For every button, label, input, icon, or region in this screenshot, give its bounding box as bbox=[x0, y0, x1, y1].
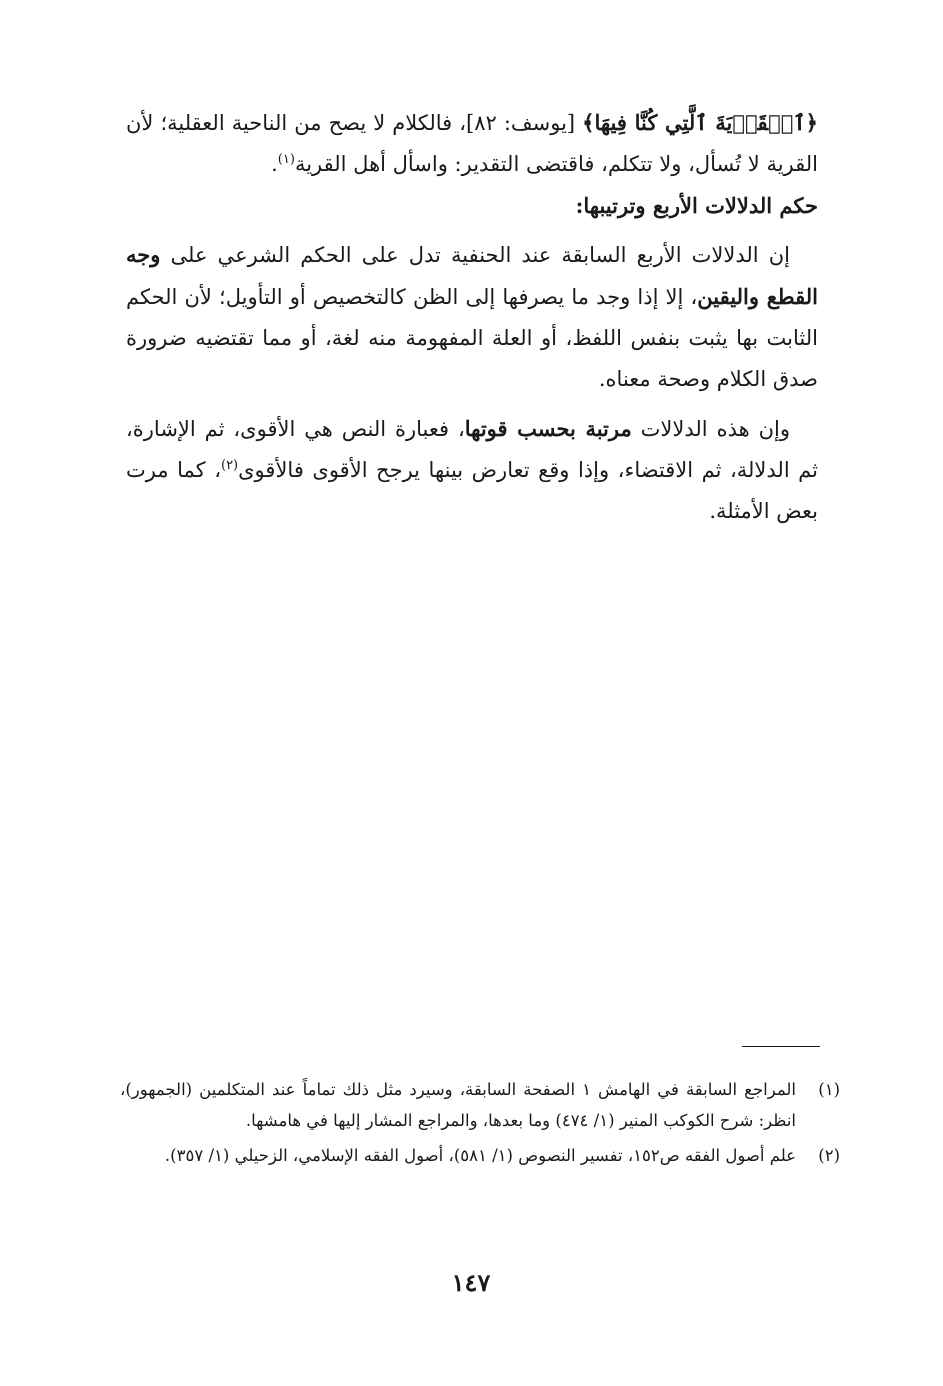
paragraph-certainty-bold: وجه القطع واليقين bbox=[126, 242, 818, 309]
paragraph-order-bold: مرتبة بحسب قوتها bbox=[464, 416, 632, 441]
paragraph-order-end: ، كما مرت بعض الأمثلة. bbox=[126, 458, 818, 523]
paragraph-order-rest: ، فعبارة النص هي الأقوى، ثم الإشارة، ثم الدلالة، ثم الاقتضاء، وإذا وقع تعارض بينها يرجح الأقوى فالأقوى bbox=[126, 417, 818, 482]
opening-text: [يوسف: ٨٢]، فالكلام لا يصح من الناحية العقلية؛ لأن القرية لا تُسأل، ولا تتكلم، فاقتضى التقدير: واسأل أهل القرية bbox=[126, 111, 818, 176]
footnote-text: المراجع السابقة في الهامش ١ الصفحة السابقة، وسيرد مثل ذلك تماماً عند المتكلمين (الجمهور)، انظر: شرح الكوكب المنير (١/ ٤٧٤) وما بعدها، والمراجع المشار إليها في هامشها. bbox=[120, 1080, 796, 1130]
opening-paragraph bbox=[126, 102, 818, 185]
paragraph-gap bbox=[126, 400, 818, 408]
paragraph-order-start: وإن هذه الدلالات bbox=[631, 417, 790, 441]
footnote-ref-2[interactable]: (٢) bbox=[220, 458, 239, 473]
paragraph-certainty bbox=[126, 234, 818, 400]
paragraph-certainty-rest: ، إلا إذا وجد ما يصرفها إلى الظن كالتخصيص أو التأويل؛ لأن الحكم الثابت بها يثبت بنفس اللفظ، أو العلة المفهومة منه لغة، أو مما تقتضيه ضرورة صدق الكلام وصحة معناه. bbox=[126, 285, 818, 391]
footnote-text: علم أصول الفقه ص١٥٢، تفسير النصوص (١/ ٥٨١)، أصول الفقه الإسلامي، الزحيلي (١/ ٣٥٧). bbox=[164, 1146, 796, 1165]
paragraph-certainty-start: إن الدلالات الأربع السابقة عند الحنفية تدل على الحكم الشرعي على bbox=[160, 243, 790, 267]
footnote-separator bbox=[742, 1046, 820, 1047]
footnote-2 bbox=[120, 1140, 840, 1171]
footnotes bbox=[120, 1074, 840, 1175]
quran-quote: ﴿ٱلۡقَرۡيَةَ ٱلَّتِي كُنَّا فِيهَا﴾ bbox=[582, 110, 818, 135]
paragraph-gap bbox=[126, 226, 818, 234]
footnote-number: (٢) bbox=[818, 1146, 840, 1165]
main-text bbox=[126, 102, 818, 532]
paragraph-order bbox=[126, 408, 818, 532]
opening-end: . bbox=[271, 152, 278, 176]
section-heading: حكم الدلالات الأربع وترتيبها: bbox=[575, 193, 818, 218]
page-number: ١٤٧ bbox=[451, 1268, 491, 1297]
footnote-ref-1[interactable]: (١) bbox=[277, 152, 295, 167]
footnote-1 bbox=[120, 1074, 840, 1136]
footnote-number: (١) bbox=[818, 1080, 840, 1099]
